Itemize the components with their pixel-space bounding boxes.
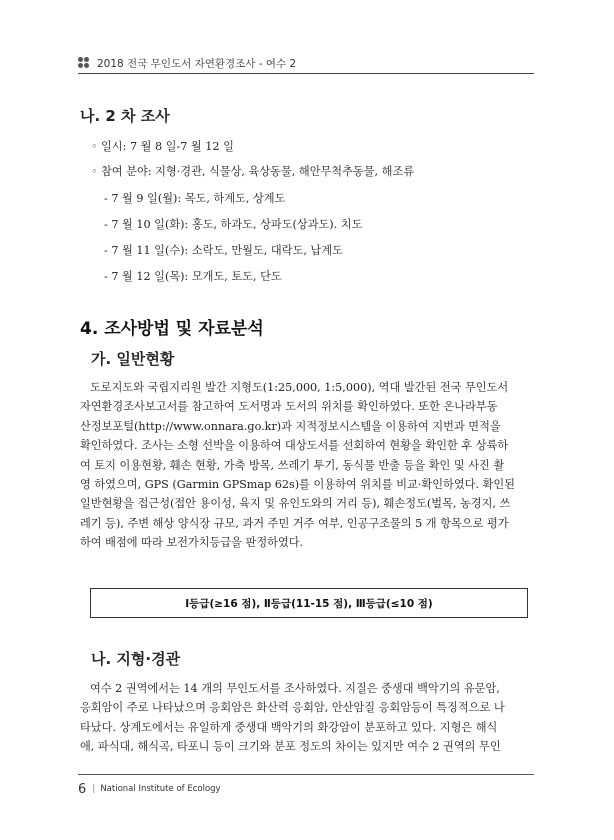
terrain-paragraph [80, 679, 535, 757]
survey2-day-1: - 7 월 9 일(월): 목도, 하계도, 상계도 [104, 192, 286, 205]
terrain-line: 애, 파식대, 해식곡, 타포니 등이 크기와 분포 정도의 차이는 있지만 여수 2 권역의 무인 [80, 740, 501, 754]
general-line: 영 하였으며, GPS (Garmin GPSmap 62s)를 이용하여 위치를 비교·확인하였다. 확인된 [80, 478, 515, 492]
grade-criteria-text: Ⅰ등급(≥16 점), Ⅱ등급(11-15 점), Ⅲ등급(≤10 점) [185, 597, 433, 610]
terrain-heading: 나. 지형·경관 [91, 650, 181, 668]
terrain-line: 타났다. 상계도에서는 유일하게 중생대 백악기의 화강암이 분포하고 있다. 지형은 해식 [80, 720, 498, 734]
general-line: 확인하였다. 조사는 소형 선박을 이용하여 대상도서를 선회하여 현황을 확인한 후 상륙하 [80, 439, 509, 453]
survey2-heading: 나. 2 차 조사 [80, 107, 170, 125]
terrain-line: 여수 2 권역에서는 14 개의 무인도서를 조사하였다. 지질은 중생대 백악기의 유문암, [90, 682, 500, 695]
general-paragraph [80, 378, 535, 553]
institution-name: National Institute of Ecology [100, 784, 221, 794]
general-line: 도로지도와 국립지리원 발간 지형도(1:25,000, 1:5,000), 역대 발간된 전국 무인도서 [90, 381, 509, 394]
header-divider [78, 73, 534, 74]
general-line: 레기 등), 주변 해상 양식장 규모, 과거 주민 거주 여부, 인공구조물의 5 개 항목으로 평가 [80, 516, 509, 530]
survey2-fields: ◦ 참여 분야: 지형·경관, 식물상, 육상동물, 해안무척추동물, 해조류 [91, 165, 415, 178]
page-number: 6 [78, 781, 87, 797]
survey2-day-4: - 7 월 12 일(목): 모개도, 토도, 단도 [104, 270, 282, 283]
survey2-day-3: - 7 월 11 일(수): 소락도, 만월도, 대락도, 납계도 [104, 244, 343, 257]
footer-separator: | [92, 784, 96, 794]
general-heading: 가. 일반현황 [91, 350, 175, 368]
dots-icon [78, 57, 90, 69]
general-line: 여 토지 이용현황, 훼손 현황, 가축 방목, 쓰레기 투기, 동식물 반출 등을 확인 및 사진 촬 [80, 458, 505, 472]
page-footer [78, 781, 221, 797]
header-title: 2018 전국 무인도서 자연환경조사 - 여수 2 [97, 57, 297, 70]
survey2-day-2: - 7 월 10 일(화): 홍도, 하과도, 상파도(상과도). 치도 [104, 218, 363, 231]
general-line: 자연환경조사보고서를 참고하여 도서명과 도서의 위치를 확인하였다. 또한 온나라부동 [80, 400, 498, 414]
survey2-date: ◦ 일시: 7 월 8 일-7 월 12 일 [91, 140, 234, 153]
footer-divider [78, 774, 534, 775]
general-line: 일반현황을 접근성(접안 용이성, 육지 및 유인도와의 거리 등), 훼손정도(벌목, 농경지, 쓰 [80, 497, 511, 511]
general-line: 산정보포털(http://www.onnara.go.kr)과 지적정보시스템을 이용하여 지번과 면적을 [80, 419, 501, 433]
general-line: 하여 배점에 따라 보전가치등급을 판정하였다. [80, 536, 304, 550]
section4-heading: 4. 조사방법 및 자료분석 [80, 319, 264, 339]
page-header [78, 53, 534, 73]
grade-criteria-box [90, 588, 528, 618]
terrain-line: 응회암이 주로 나타났으며 응회암은 화산력 응회암, 안산암질 응회암등이 특징적으로 나 [80, 701, 505, 715]
